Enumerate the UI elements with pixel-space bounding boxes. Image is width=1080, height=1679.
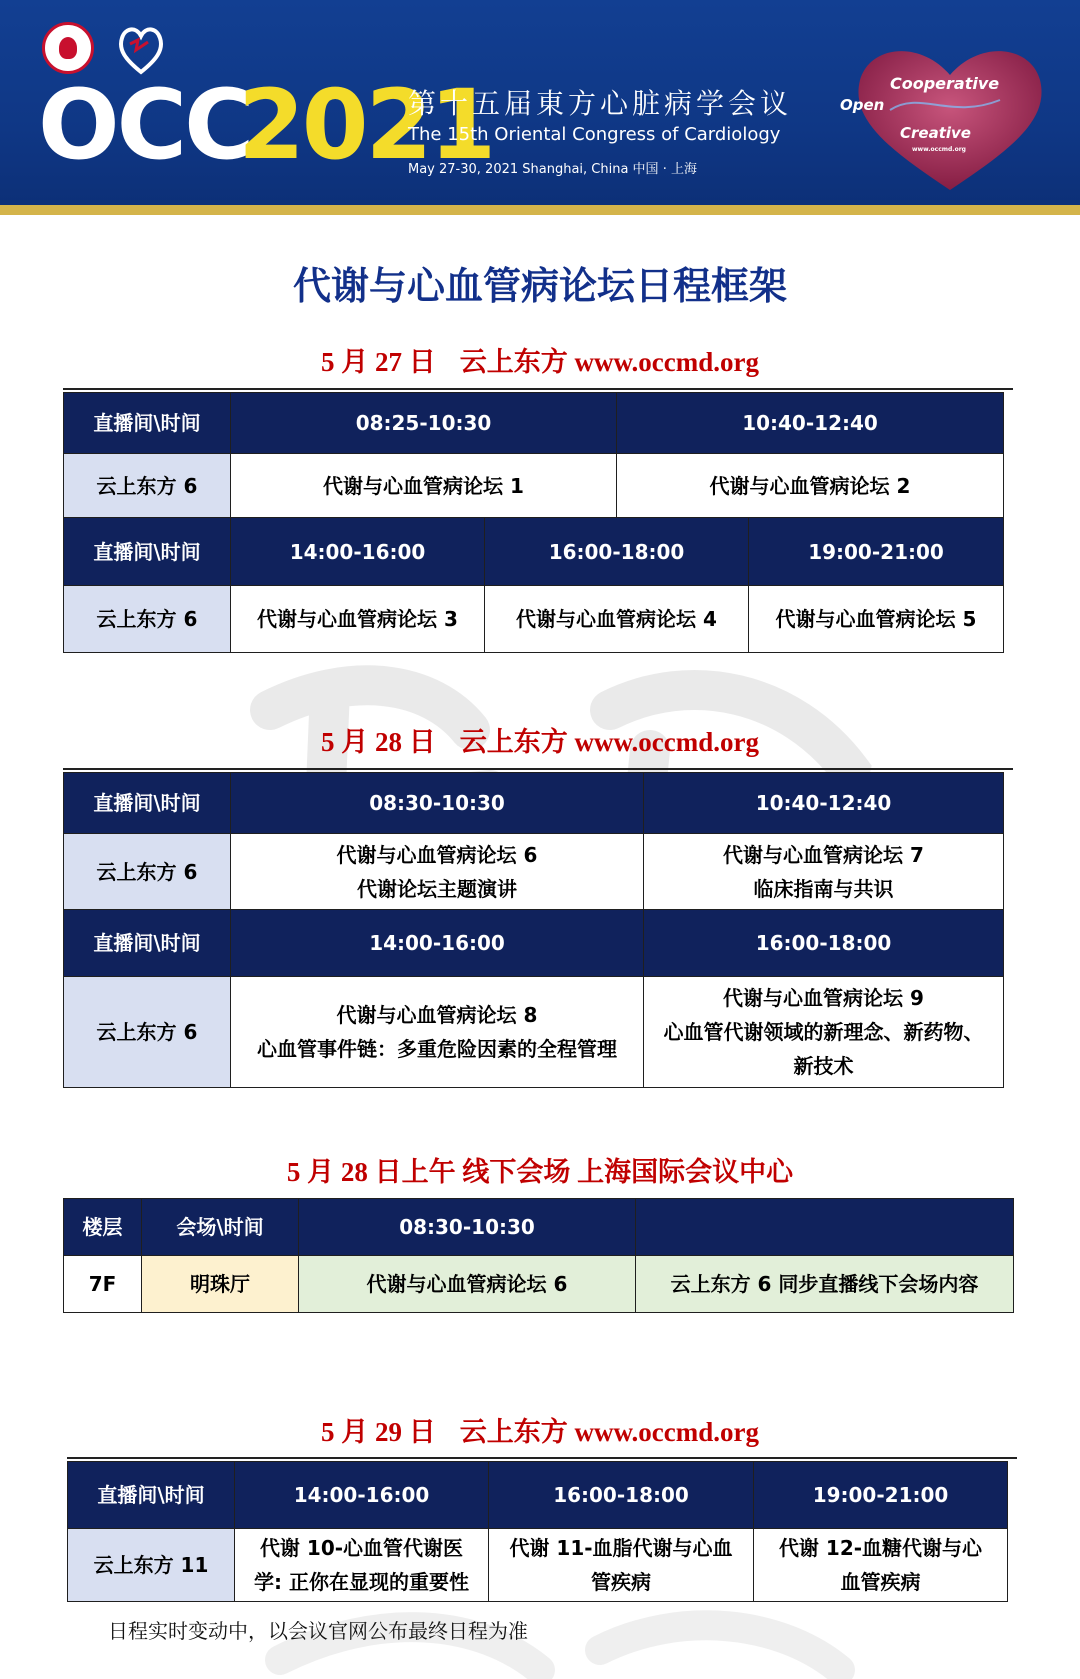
conference-title-en: The 15th Oriental Congress of Cardiology xyxy=(408,124,781,145)
session-cell: 代谢与心血管病论坛 4 xyxy=(485,586,749,653)
header-cell: 19:00-21:00 xyxy=(754,1462,1008,1529)
room-label: 云上东方 6 xyxy=(64,586,231,653)
society-logo-icon xyxy=(42,22,94,74)
header-cell: 10:40-12:40 xyxy=(644,773,1004,834)
heart-word-open: Open xyxy=(840,96,885,114)
conference-date-location: May 27-30, 2021 Shanghai, China 中国 · 上海 xyxy=(408,162,697,177)
header-cell: 16:00-18:00 xyxy=(644,910,1004,977)
session-cell xyxy=(231,834,644,910)
session-cell: 代谢与心血管病论坛 3 xyxy=(231,586,485,653)
page-title: 代谢与心血管病论坛日程框架 xyxy=(292,264,787,308)
conference-title-cn: 第十五届東方心脏病学会议 xyxy=(408,87,793,120)
session-title: 代谢 12-血糖代谢与心 xyxy=(778,1536,983,1560)
header-cell: 16:00-18:00 xyxy=(489,1462,754,1529)
table-row xyxy=(64,977,1004,1088)
venue-cell: 明珠厅 xyxy=(142,1256,299,1313)
room-label: 云上东方 6 xyxy=(64,454,231,518)
heart-url: www.occmd.org xyxy=(912,146,966,153)
day2-heading xyxy=(0,720,1080,759)
heart-icon xyxy=(850,40,1050,200)
heart-word-creative: Creative xyxy=(900,124,971,142)
session-cell: 代谢与心血管病论坛 2 xyxy=(617,454,1004,518)
day1-schedule-table xyxy=(63,392,1004,653)
day1-date: 5 月 27 日 xyxy=(321,347,436,377)
header-cell: 直播间\时间 xyxy=(64,773,231,834)
header-cell: 直播间\时间 xyxy=(64,910,231,977)
table-row xyxy=(64,1199,1014,1256)
header-cell: 16:00-18:00 xyxy=(485,518,749,586)
day1-rule xyxy=(63,388,1013,390)
session-cell xyxy=(231,977,644,1088)
table-row xyxy=(64,1256,1014,1313)
session-subtitle: 心血管事件链：多重危险因素的全程管理 xyxy=(257,1037,617,1061)
session-subtitle: 学: 正你在显现的重要性 xyxy=(254,1570,469,1594)
session-subtitle: 临床指南与共识 xyxy=(753,876,894,901)
session-cell: 代谢与心血管病论坛 5 xyxy=(749,586,1004,653)
header-cell: 19:00-21:00 xyxy=(749,518,1004,586)
table-row xyxy=(68,1462,1008,1529)
heart-emblem xyxy=(840,40,1050,200)
occ-heart-logo-icon xyxy=(116,20,166,76)
session-title: 代谢 11-血脂代谢与心血 xyxy=(509,1536,733,1560)
room-label: 云上东方 6 xyxy=(64,977,231,1088)
header-cell xyxy=(636,1199,1014,1256)
header-cell: 直播间\时间 xyxy=(68,1462,235,1529)
session-title: 代谢与心血管病论坛 6 xyxy=(336,842,538,867)
banner-gold-strip xyxy=(0,205,1080,215)
table-row xyxy=(64,586,1004,653)
room-label: 云上东方 6 xyxy=(64,834,231,910)
table-row xyxy=(64,910,1004,977)
day2-place: 云上东方 www.occmd.org xyxy=(459,727,759,757)
session-subtitle: 新技术 xyxy=(793,1054,854,1078)
header-cell: 直播间\时间 xyxy=(64,393,231,454)
day3-schedule-table xyxy=(67,1461,1008,1602)
table-row xyxy=(64,454,1004,518)
table-row xyxy=(68,1529,1008,1602)
table-row xyxy=(64,393,1004,454)
session-subtitle: 心血管代谢领域的新理念、新药物、 xyxy=(663,1020,984,1044)
day3-heading xyxy=(0,1410,1080,1449)
session-subtitle: 代谢论坛主题演讲 xyxy=(357,876,517,901)
conference-banner xyxy=(0,0,1080,215)
header-cell: 楼层 xyxy=(64,1199,142,1256)
session-cell xyxy=(644,834,1004,910)
schedule-footnote: 日程实时变动中，以会议官网公布最终日程为准 xyxy=(108,1619,528,1643)
occ-year: 2021 xyxy=(238,69,494,181)
table-row xyxy=(64,518,1004,586)
day3-rule xyxy=(67,1457,1017,1459)
header-cell: 08:25-10:30 xyxy=(231,393,617,454)
header-cell: 10:40-12:40 xyxy=(617,393,1004,454)
session-cell xyxy=(754,1529,1008,1602)
session-cell: 云上东方 6 同步直播线下会场内容 xyxy=(636,1256,1014,1313)
session-cell: 代谢与心血管病论坛 6 xyxy=(299,1256,636,1313)
session-cell xyxy=(644,977,1004,1088)
day1-place: 云上东方 www.occmd.org xyxy=(459,347,759,377)
day2-rule xyxy=(63,768,1013,770)
room-label: 云上东方 11 xyxy=(68,1529,235,1602)
occ-wordmark: OCC xyxy=(38,69,252,181)
header-cell: 14:00-16:00 xyxy=(235,1462,489,1529)
day3-date: 5 月 29 日 xyxy=(321,1417,436,1447)
session-title: 代谢 10-心血管代谢医 xyxy=(259,1536,464,1560)
session-cell: 代谢与心血管病论坛 1 xyxy=(231,454,617,518)
session-title: 代谢与心血管病论坛 9 xyxy=(723,986,924,1010)
session-subtitle: 血管疾病 xyxy=(840,1570,921,1594)
header-cell: 08:30-10:30 xyxy=(299,1199,636,1256)
offline-heading: 5 月 28 日上午 线下会场 上海国际会议中心 xyxy=(286,1157,794,1187)
day2-date: 5 月 28 日 xyxy=(321,727,436,757)
header-cell: 14:00-16:00 xyxy=(231,910,644,977)
session-subtitle: 管疾病 xyxy=(591,1570,651,1594)
header-cell: 08:30-10:30 xyxy=(231,773,644,834)
day1-heading xyxy=(0,340,1080,379)
day3-place: 云上东方 www.occmd.org xyxy=(459,1417,759,1447)
header-cell: 14:00-16:00 xyxy=(231,518,485,586)
heart-word-cooperative: Cooperative xyxy=(890,74,1000,93)
session-cell xyxy=(235,1529,489,1602)
session-cell xyxy=(489,1529,754,1602)
session-title: 代谢与心血管病论坛 7 xyxy=(723,842,924,867)
table-row xyxy=(64,773,1004,834)
session-title: 代谢与心血管病论坛 8 xyxy=(336,1003,538,1027)
offline-schedule-table xyxy=(63,1198,1014,1313)
header-cell: 会场\时间 xyxy=(142,1199,299,1256)
day2-schedule-table xyxy=(63,772,1004,1088)
header-cell: 直播间\时间 xyxy=(64,518,231,586)
floor-cell: 7F xyxy=(64,1256,142,1313)
table-row xyxy=(64,834,1004,910)
